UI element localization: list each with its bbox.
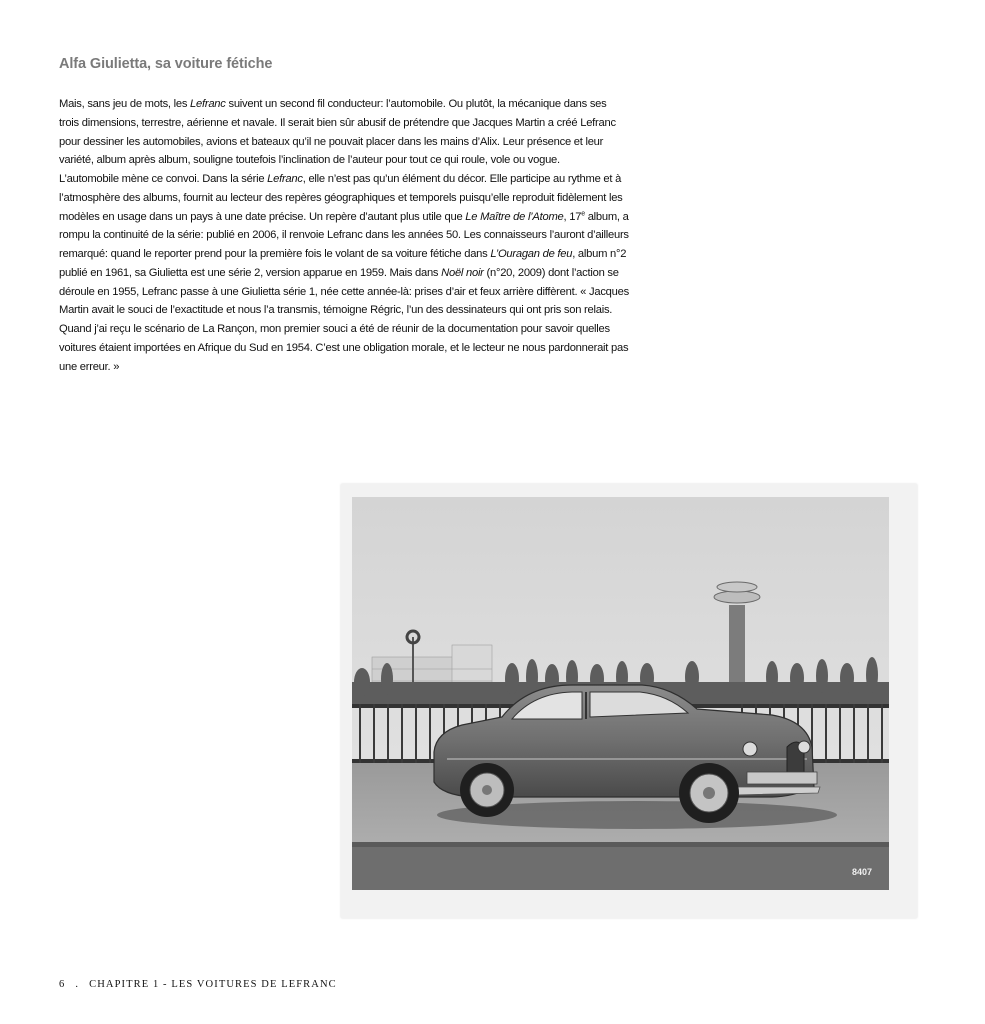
page-footer — [59, 979, 337, 990]
italic-title: L’Ouragan de feu — [490, 248, 573, 260]
text-run: , 17 — [563, 210, 582, 223]
italic-title: Lefranc — [267, 173, 303, 185]
alfa-giulietta-photo — [352, 497, 889, 890]
footer-separator: . — [75, 979, 80, 990]
chapter-title: CHAPITRE 1 - LES VOITURES DE LEFRANC — [89, 979, 337, 990]
text-run: (n°20, 2009) dont l’action se déroule en 1955, Lefranc passe à une Giulietta série 1, née cette année-là: prises d’air et feux arrière diffèrent. « Jacques Martin avait le souci de l’exactitude et nous l’a transmis, témoigne Régric, l’un des dessinateurs qui ont pris son relais. Quand j’ai reçu le scénario de La Rançon, mon premier souci a été de réunir de la documentation pour savoir quelles voitures étaient importées en Afrique du Sud en 1954. C’est une obligation morale, et le lecteur ne nous pardonnerait pas une erreur. » — [59, 266, 629, 373]
page-number: 6 — [59, 979, 66, 990]
body-text — [59, 95, 629, 376]
superscript: e — [581, 209, 585, 217]
text-run: album, a rompu la continuité de la série: publié en 2006, il renvoie Lefranc dans les années 50. Les connaisseurs l’auront d’ailleurs remarqué: quand le reporter prend pour la première fois le volant de sa voiture fétiche dans — [59, 210, 629, 260]
paragraph-1 — [59, 95, 629, 170]
text-run: , elle n’est pas qu’un élément du décor. Elle participe au rythme et à l’atmosphère des albums, fournit au lecteur des repères géographiques et temporels puisqu’elle reproduit fidèlement les modèles en usage dans un pays à une date précise. Un repère d’autant plus utile que — [59, 173, 623, 223]
text-run: Mais, sans jeu de mots, les — [59, 98, 191, 110]
photo-frame — [341, 484, 917, 918]
text-run: , album n°2 publié en 1961, sa Giulietta est une série 2, version apparue en 1959. Mais dans — [59, 248, 627, 279]
text-run: L’automobile mène ce convoi. Dans la série — [59, 173, 268, 185]
section-heading: Alfa Giulietta, sa voiture fétiche — [59, 56, 273, 72]
italic-title: Noël noir — [441, 266, 484, 279]
italic-title: Lefranc — [190, 98, 226, 110]
photo-number: 8407 — [852, 867, 873, 877]
italic-title: Le Maître de l’Atome — [465, 210, 564, 223]
car-photo — [352, 497, 889, 890]
paragraph-2 — [59, 170, 629, 376]
text-run: suivent un second fil conducteur: l’automobile. Ou plutôt, la mécanique dans ses trois dimensions, terrestre, aérienne et navale. Il serait bien sûr abusif de prétendre que Jacques Martin a créé Lefranc pour dessiner les automobiles, avions et bateaux qu’il ne pouvait placer dans les mains d’Alix. Leur présence et leur variété, album après album, souligne toutefois l’inclination de l’auteur pour tout ce qui roule, vole ou vogue. — [59, 98, 616, 167]
